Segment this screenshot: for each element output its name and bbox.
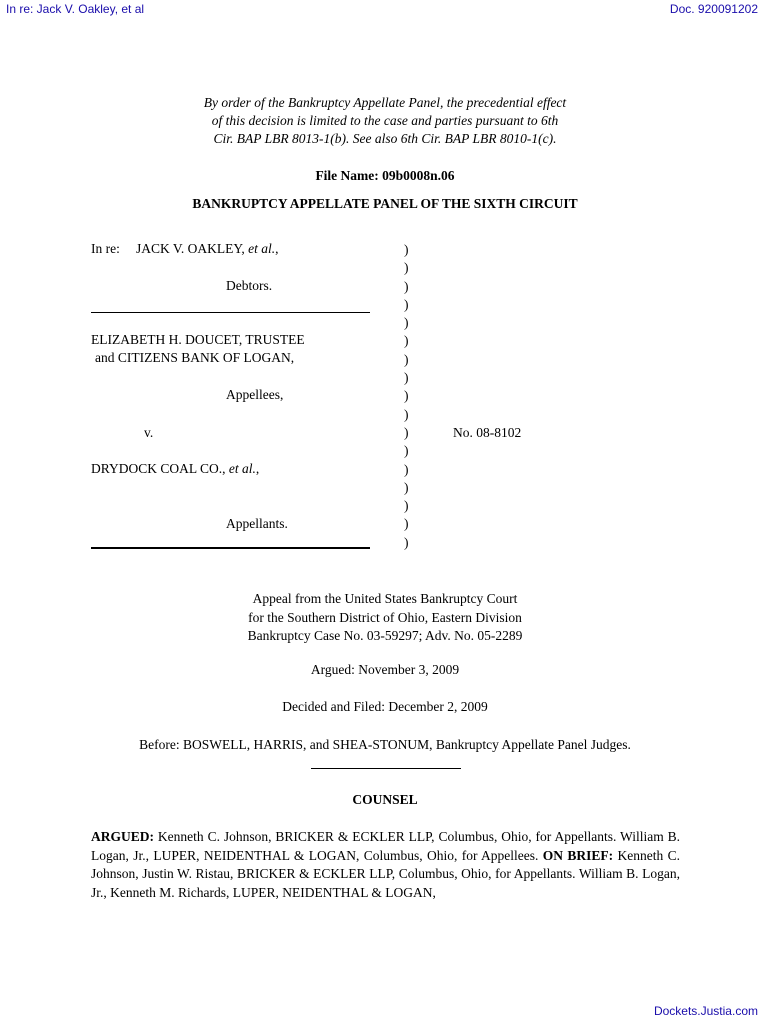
paren: ): [404, 296, 409, 312]
argued-text: Kenneth C. Johnson, BRICKER & ECKLER LLP, Columbus, Ohio, for Appellants. William B. Logan, Jr., LUPER, NEIDENTHAL & LOGAN, Columbus, Ohio, for Appellees.: [91, 829, 680, 863]
counsel-paragraph: [91, 828, 680, 902]
notice-line-3: Cir. BAP LBR 8013-1(b). See also 6th Cir. BAP LBR 8010-1(c).: [213, 131, 557, 146]
paren: ): [404, 388, 409, 404]
appeal-line-3: Bankruptcy Case No. 03-59297; Adv. No. 05-2289: [247, 628, 523, 643]
versus: v.: [144, 425, 154, 440]
header-doc-number-link[interactable]: Doc. 920091202: [669, 2, 758, 16]
paren: ): [404, 278, 409, 294]
caption-divider: [91, 312, 370, 313]
section-divider: [311, 768, 461, 769]
on-brief-text: Kenneth C. Johnson, Justin W. Ristau, BRICKER & ECKLER LLP, Columbus, Ohio, for Appellants. William B. Logan, Jr., Kenneth M. Richards, LUPER, NEIDENTHAL & LOGAN,: [91, 847, 680, 900]
paren: ): [404, 315, 409, 331]
notice-line-2: of this decision is limited to the case and parties pursuant to 6th: [211, 113, 559, 128]
paren: ): [404, 260, 409, 276]
paren: ): [404, 424, 409, 440]
appellee-line-2: and CITIZENS BANK OF LOGAN,: [95, 350, 295, 365]
debtor-name: JACK V. OAKLEY, et al.,: [136, 241, 279, 256]
appellees-role: Appellees,: [226, 387, 284, 402]
counsel-heading: COUNSEL: [352, 792, 418, 807]
argued-label: ARGUED:: [91, 829, 154, 844]
case-number: No. 08-8102: [453, 425, 522, 440]
paren: ): [404, 498, 409, 514]
file-name: File Name: 09b0008n.06: [315, 168, 455, 183]
paren: ): [404, 351, 409, 367]
paren: ): [404, 443, 409, 459]
appeal-line-2: for the Southern District of Ohio, Eastern Division: [248, 609, 522, 625]
in-re-label: In re:: [91, 241, 120, 256]
header-case-link[interactable]: In re: Jack V. Oakley, et al: [6, 2, 145, 16]
debtors-role: Debtors.: [226, 278, 273, 293]
appellants-role: Appellants.: [226, 516, 288, 531]
appeal-line-1: Appeal from the United States Bankruptcy Court: [252, 591, 518, 606]
appeal-info: [0, 590, 770, 646]
paren: ): [404, 479, 409, 495]
panel-judges: Before: BOSWELL, HARRIS, and SHEA-STONUM, Bankruptcy Appellate Panel Judges.: [139, 737, 631, 752]
paren: ): [404, 534, 409, 550]
caption-bottom-rule: [91, 547, 370, 549]
paren: ): [404, 370, 409, 386]
appellee-line-1: ELIZABETH H. DOUCET, TRUSTEE: [91, 332, 305, 347]
footer-link[interactable]: Dockets.Justia.com: [653, 1004, 758, 1018]
court-name: BANKRUPTCY APPELLATE PANEL OF THE SIXTH CIRCUIT: [192, 196, 578, 211]
appellant-name: DRYDOCK COAL CO., et al.,: [91, 461, 260, 476]
argued-date: Argued: November 3, 2009: [310, 662, 460, 677]
paren: ): [404, 333, 409, 349]
decided-date: Decided and Filed: December 2, 2009: [282, 699, 488, 714]
caption-parentheses: [404, 241, 409, 552]
paren: ): [404, 516, 409, 532]
precedential-notice: [0, 94, 770, 148]
notice-line-1: By order of the Bankruptcy Appellate Panel, the precedential effect: [203, 95, 567, 110]
paren: ): [404, 461, 409, 477]
paren: ): [404, 406, 409, 422]
paren: ): [404, 242, 409, 257]
on-brief-label: ON BRIEF:: [542, 847, 614, 863]
